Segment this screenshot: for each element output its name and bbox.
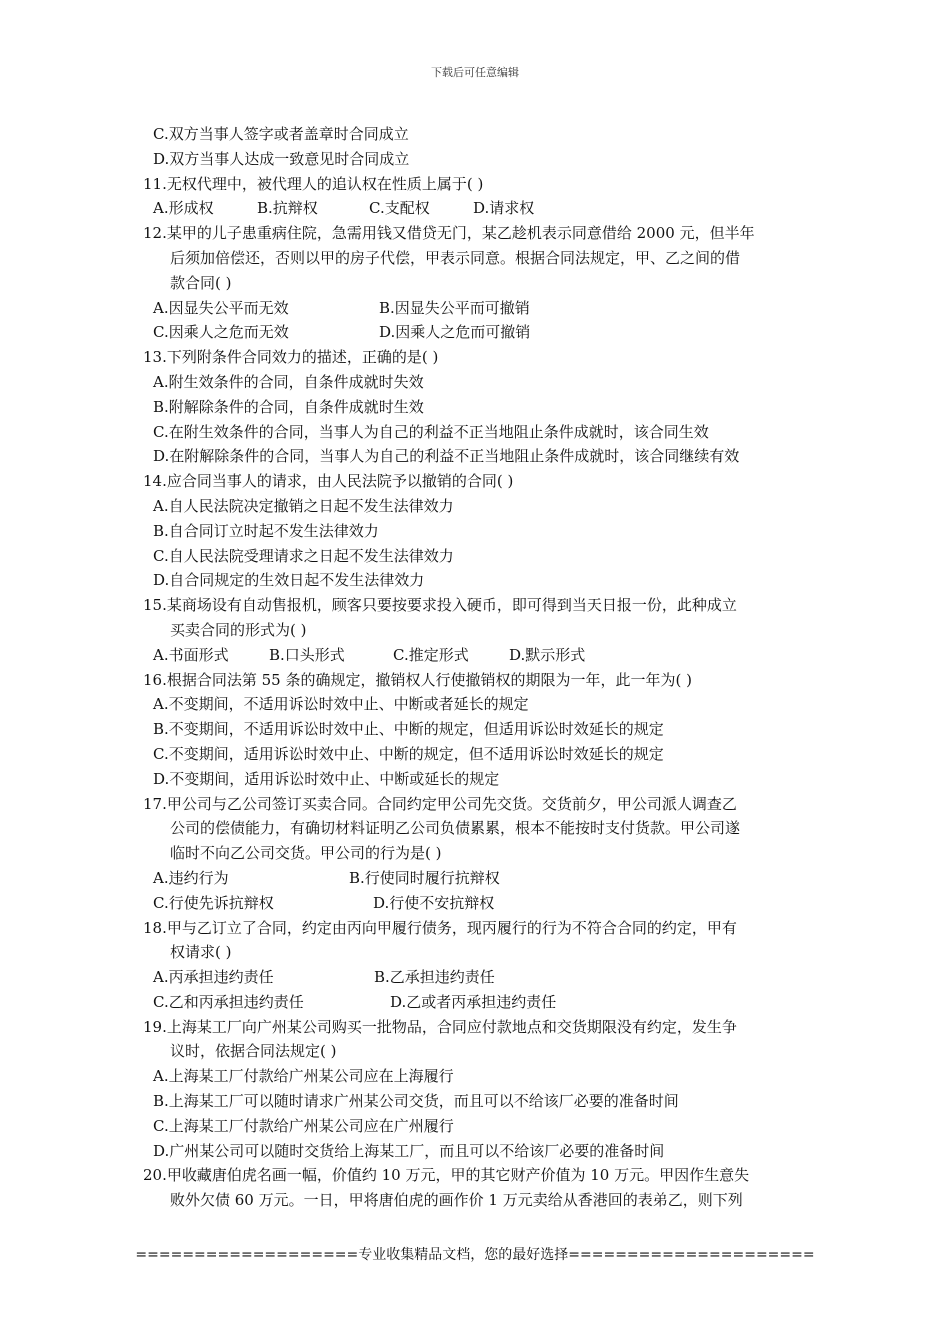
answer-option: A.丙承担违约责任	[153, 968, 274, 987]
line-text: 19.上海某工厂向广州某公司购买一批物品，合同应付款地点和交货期限没有约定，发生争	[143, 1017, 737, 1036]
question-line	[143, 221, 813, 246]
answer-option: C.行使先诉抗辩权	[153, 893, 274, 912]
line-text: 15.某商场设有自动售报机，顾客只要按要求投入硬币，即可得到当天日报一份，此种成立	[143, 596, 737, 615]
answer-option: B.因显失公平而可撤销	[379, 298, 530, 317]
option-line	[143, 891, 813, 916]
question-line	[143, 1015, 813, 1040]
option-line	[143, 1139, 813, 1164]
text-line	[143, 816, 813, 841]
page-header: 下载后可任意编辑	[431, 66, 519, 79]
question-line	[143, 916, 813, 941]
answer-option: C.支配权	[369, 199, 430, 218]
line-text: 后须加倍偿还，否则以甲的房子代偿，甲表示同意。根据合同法规定，甲、乙之间的借	[170, 248, 741, 267]
option-line	[143, 320, 813, 345]
option-line	[143, 767, 813, 792]
answer-option: C.因乘人之危而无效	[153, 323, 289, 342]
option-line	[143, 196, 813, 221]
option-line	[143, 395, 813, 420]
answer-option: B.上海某工厂可以随时请求广州某公司交货，而且可以不给该厂必要的准备时间	[153, 1092, 679, 1111]
text-line	[143, 1188, 813, 1213]
answer-option: C.双方当事人签字或者盖章时合同成立	[153, 125, 409, 143]
text-line	[143, 246, 813, 271]
answer-option: B.附解除条件的合同，自条件成就时生效	[153, 397, 424, 416]
line-text: 公司的偿债能力，有确切材料证明乙公司负债累累，根本不能按时支付货款。甲公司遂	[170, 819, 741, 838]
text-line	[143, 1039, 813, 1064]
answer-option: A.违约行为	[153, 868, 229, 887]
option-line	[143, 717, 813, 742]
option-line	[143, 420, 813, 445]
option-line	[143, 965, 813, 990]
answer-option: B.口头形式	[269, 645, 345, 664]
question-line	[143, 469, 813, 494]
option-line	[143, 692, 813, 717]
answer-option: B.抗辩权	[257, 199, 318, 218]
option-line	[143, 544, 813, 569]
answer-option: A.书面形式	[153, 645, 229, 664]
option-line	[143, 147, 813, 172]
option-line	[143, 742, 813, 767]
answer-option: B.自合同订立时起不发生法律效力	[153, 521, 379, 540]
answer-option: D.在附解除条件的合同，当事人为自己的利益不正当地阻止条件成就时，该合同继续有效	[153, 447, 740, 466]
option-line	[143, 444, 813, 469]
answer-option: A.上海某工厂付款给广州某公司应在上海履行	[153, 1067, 454, 1086]
answer-option: A.因显失公平而无效	[153, 298, 289, 317]
option-line	[143, 990, 813, 1015]
question-line	[143, 593, 813, 618]
question-line	[143, 1163, 813, 1188]
answer-option: C.上海某工厂付款给广州某公司应在广州履行	[153, 1116, 454, 1135]
answer-option: C.不变期间，适用诉讼时效中止、中断的规定，但不适用诉讼时效延长的规定	[153, 744, 664, 763]
line-text: 20.甲收藏唐伯虎名画一幅，价值约 10 万元，甲的其它财产价值为 10 万元。甲因作生意失	[143, 1166, 750, 1185]
option-line	[143, 568, 813, 593]
answer-option: D.行使不安抗辩权	[373, 893, 495, 912]
answer-option: C.在附生效条件的合同，当事人为自己的利益不正当地阻止条件成就时，该合同生效	[153, 422, 709, 441]
answer-option: D.不变期间，适用诉讼时效中止、中断或延长的规定	[153, 769, 500, 788]
answer-option: B.行使同时履行抗辩权	[349, 868, 500, 887]
option-line	[143, 519, 813, 544]
line-text: 13.下列附条件合同效力的描述，正确的是( )	[143, 348, 439, 367]
question-line	[143, 668, 813, 693]
line-text: 16.根据合同法第 55 条的确规定，撤销权人行使撤销权的期限为一年，此一年为( )	[143, 670, 692, 689]
answer-option: B.乙承担违约责任	[374, 968, 495, 987]
answer-option: A.附生效条件的合同，自条件成就时失效	[153, 372, 424, 391]
option-line	[143, 296, 813, 321]
line-text: 买卖合同的形式为( )	[170, 620, 307, 639]
answer-option: A.不变期间，不适用诉讼时效中止、中断或者延长的规定	[153, 695, 529, 714]
answer-option: B.不变期间，不适用诉讼时效中止、中断的规定，但适用诉讼时效延长的规定	[153, 720, 664, 739]
option-line	[143, 122, 813, 147]
option-line	[143, 1089, 813, 1114]
question-line	[143, 345, 813, 370]
option-line	[143, 370, 813, 395]
line-text: 败外欠债 60 万元。一日，甲将唐伯虎的画作价 1 万元卖给从香港回的表弟乙，则下列	[170, 1191, 743, 1210]
line-text: 14.应合同当事人的请求，由人民法院予以撤销的合同( )	[143, 472, 514, 491]
answer-option: C.乙和丙承担违约责任	[153, 992, 304, 1011]
answer-option: D.请求权	[473, 199, 535, 218]
answer-option: D.默示形式	[509, 645, 586, 664]
text-line	[143, 940, 813, 965]
answer-option: C.自人民法院受理请求之日起不发生法律效力	[153, 546, 454, 565]
line-text: 款合同( )	[170, 273, 232, 292]
option-line	[143, 866, 813, 891]
option-line	[143, 1064, 813, 1089]
answer-option: D.双方当事人达成一致意见时合同成立	[153, 149, 410, 168]
option-line	[143, 643, 813, 668]
line-text: 议时，依据合同法规定( )	[170, 1042, 337, 1061]
page-footer: ===================专业收集精品文档，您的最好选择=====================	[135, 1247, 815, 1263]
answer-option: A.自人民法院决定撤销之日起不发生法律效力	[153, 496, 454, 515]
answer-option: D.乙或者丙承担违约责任	[390, 992, 557, 1011]
line-text: 17.甲公司与乙公司签订买卖合同。合同约定甲公司先交货。交货前夕，甲公司派人调查乙	[143, 794, 737, 813]
answer-option: D.因乘人之危而可撤销	[379, 323, 531, 342]
answer-option: D.自合同规定的生效日起不发生法律效力	[153, 571, 425, 590]
text-line	[143, 271, 813, 296]
answer-option: D.广州某公司可以随时交货给上海某工厂，而且可以不给该厂必要的准备时间	[153, 1141, 665, 1160]
question-line	[143, 792, 813, 817]
line-text: 权请求( )	[170, 943, 232, 962]
line-text: 12.某甲的儿子患重病住院，急需用钱又借贷无门，某乙趁机表示同意借给 2000 元，但半年	[143, 224, 755, 243]
answer-option: A.形成权	[153, 199, 214, 218]
answer-option: C.推定形式	[393, 645, 469, 664]
line-text: 临时不向乙公司交货。甲公司的行为是( )	[170, 844, 442, 863]
line-text: 18.甲与乙订立了合同，约定由丙向甲履行债务，现丙履行的行为不符合合同的约定，甲有	[143, 918, 737, 937]
line-text: 11.无权代理中，被代理人的追认权在性质上属于( )	[143, 174, 484, 193]
text-line	[143, 618, 813, 643]
option-line	[143, 1114, 813, 1139]
text-line	[143, 841, 813, 866]
question-line	[143, 172, 813, 197]
option-line	[143, 494, 813, 519]
document-body	[143, 122, 813, 1213]
